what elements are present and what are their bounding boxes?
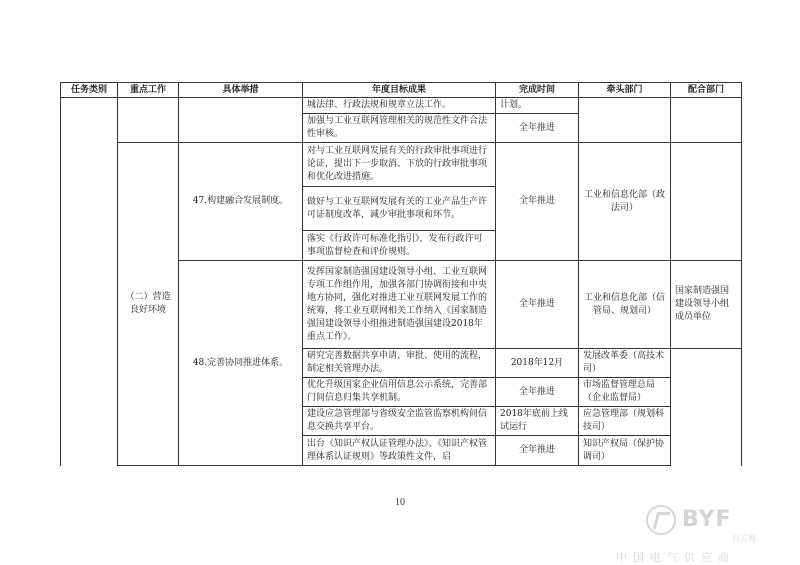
lead-cell: 知识产权局（保护协调司）	[579, 436, 671, 466]
deadline-cell: 2018年12月	[496, 349, 579, 378]
goal-cell: 落实《行政许可标准化指引》，发布行政许可事项监督检查和评价规则。	[303, 231, 496, 261]
measure-cell	[179, 98, 303, 143]
partner-cell	[671, 349, 742, 466]
lead-cell: 市场监督管理总局（企业监督局）	[579, 378, 671, 407]
header-lead-dept: 牵头部门	[579, 83, 671, 98]
header-deadline: 完成时间	[496, 83, 579, 98]
lead-cell	[579, 98, 671, 143]
deadline-cell: 全年推进	[496, 436, 579, 466]
goal-cell: 城法律、行政法规和规章立法工作。	[303, 98, 496, 114]
watermark-brand: BYF	[682, 507, 732, 532]
goal-cell: 建设应急管理部与省级安全监管监察机构间信息交换共享平台。	[303, 407, 496, 436]
goal-cell: 加强与工业互联网管理相关的规范性文件合法性审核。	[303, 114, 496, 143]
deadline-cell: 全年推进	[496, 378, 579, 407]
header-row	[61, 83, 742, 98]
deadline-cell: 全年推进	[496, 261, 579, 349]
page-number: 10	[395, 497, 405, 508]
deadline-cell: 计划。	[496, 98, 579, 114]
goal-cell: 出台《知识产权认证管理办法》、《知识产权管理体系认证规则》等政策性文件，启	[303, 436, 496, 466]
header-key-work: 重点工作	[118, 83, 179, 98]
measure-47: 47.构建融合发展制度。	[179, 143, 303, 261]
watermark-tagline: 中国电气供应商	[616, 551, 735, 564]
deadline-cell: 全年推进	[496, 143, 579, 261]
lead-cell: 发展改革委（高技术司）	[579, 349, 671, 378]
lead-cell: 工业和信息化部（政法司）	[579, 143, 671, 261]
goal-cell: 优化升级国家企业信用信息公示系统，完善部门间信息归集共享机制。	[303, 378, 496, 407]
table-row	[61, 143, 742, 187]
key-work-cell	[118, 98, 179, 143]
header-annual-goals: 年度目标成果	[303, 83, 496, 98]
goal-cell: 发挥国家制造强国建设领导小组、工业互联网专项工作组作用，加强各部门协调衔接和中央地方协同，强化对推进工业互联网发展工作的统筹，将工业互联网相关工作纳入《国家制造强国建设领导小组推进制造强国建设2018年重点工作》。	[303, 261, 496, 349]
table-row	[61, 98, 742, 114]
goal-cell: 研究完善数据共享申请、审批、使用的流程，制定相关管理办法。	[303, 349, 496, 378]
deadline-cell: 2018年底前上线试运行	[496, 407, 579, 436]
category-cell	[61, 98, 118, 466]
task-table	[60, 82, 742, 466]
goal-cell: 做好与工业互联网发展有关的工业产品生产许可证制度改革，减少审批事项和环节。	[303, 187, 496, 231]
measure-48: 48.完善协同推进体系。	[179, 261, 303, 466]
lead-cell: 应急管理部（规划科技司）	[579, 407, 671, 436]
deadline-cell: 全年推进	[496, 114, 579, 143]
header-measures: 具体举措	[179, 83, 303, 98]
watermark-sub: 百方网	[732, 534, 756, 543]
watermark	[616, 505, 796, 564]
partner-cell	[671, 98, 742, 143]
goal-cell: 对与工业互联网发展有关的行政审批事项进行论证，提出下一步取消、下放的行政审批事项和优化改进措施。	[303, 143, 496, 187]
header-partner-dept: 配合部门	[671, 83, 742, 98]
partner-cell	[671, 143, 742, 261]
partner-cell: 国家制造强国建设领导小组成员单位	[671, 261, 742, 349]
lead-cell: 工业和信息化部（信管局、规划司）	[579, 261, 671, 349]
key-work-category: （二）营造良好环境	[118, 143, 179, 466]
header-category: 任务类别	[61, 83, 118, 98]
watermark-logo-icon	[646, 505, 676, 535]
